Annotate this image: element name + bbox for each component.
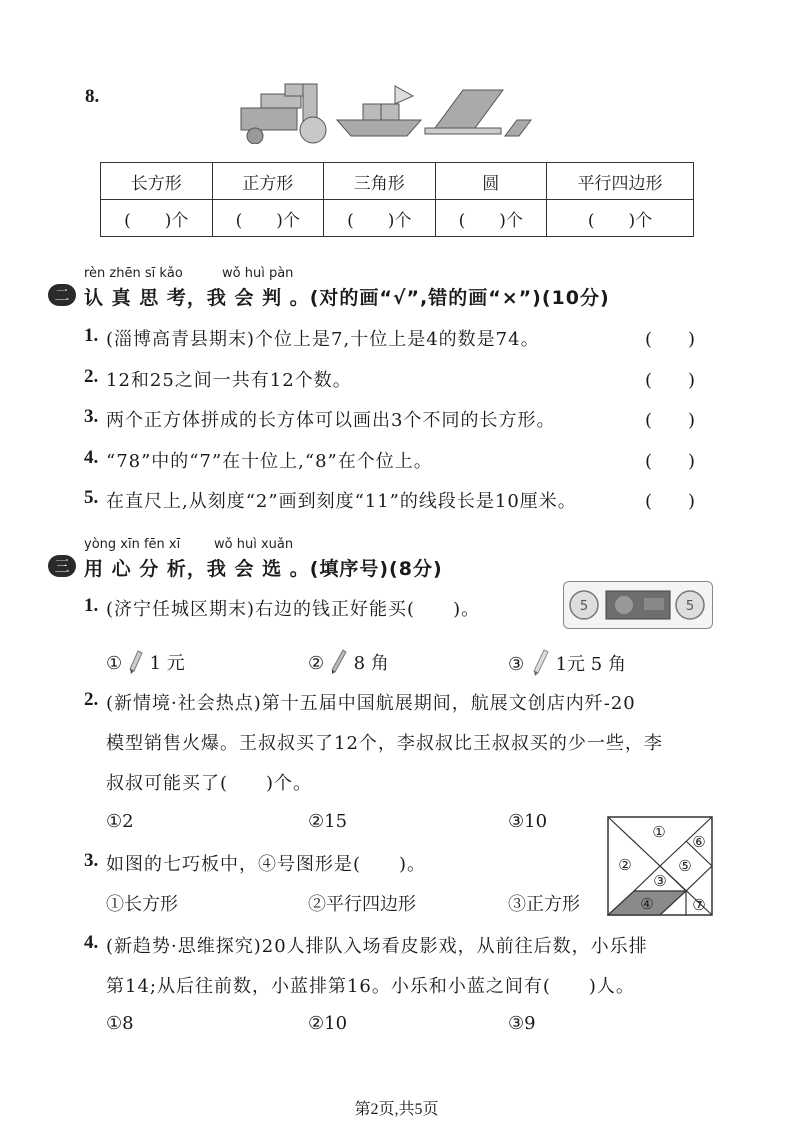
shapes-count-table bbox=[100, 162, 694, 237]
section2-badge: 二 bbox=[48, 284, 76, 306]
section3-badge: 三 bbox=[48, 555, 76, 577]
item-text: 在直尺上,从刻度“2”画到刻度“11”的线段长是10厘米。 bbox=[106, 491, 577, 512]
item-text: “78”中的“7”在十位上,“8”在个位上。 bbox=[106, 451, 433, 472]
section2-pinyin-1: rèn zhēn sī kǎo bbox=[84, 266, 183, 281]
table-header: 正方形 bbox=[212, 163, 324, 200]
page-footer: 第2页,共5页 bbox=[354, 1101, 439, 1118]
svg-text:⑦: ⑦ bbox=[692, 896, 706, 914]
option-3[interactable]: ③9 bbox=[508, 1013, 536, 1034]
question-text: 如图的七巧板中，④号图形是( )。 bbox=[106, 854, 427, 875]
item-number: 5. bbox=[84, 487, 99, 508]
answer-paren[interactable]: ( ) bbox=[645, 410, 696, 431]
option-marker: ③ bbox=[508, 654, 525, 675]
coins-and-note-icon bbox=[564, 582, 712, 628]
question-text: (新趋势·思维探究)20人排队入场看皮影戏，从前往后数，小乐排 bbox=[106, 936, 648, 957]
answer-paren[interactable]: ( ) bbox=[645, 329, 696, 350]
question-text: (新情境·社会热点)第十五届中国航展期间，航展文创店内歼-20 bbox=[106, 693, 636, 714]
item-number: 4. bbox=[84, 447, 99, 468]
section2-pinyin-2: wǒ huì pàn bbox=[222, 266, 294, 281]
question-number: 1. bbox=[84, 595, 99, 616]
svg-text:④: ④ bbox=[640, 895, 654, 913]
section3-pinyin-1: yòng xīn fēn xī bbox=[84, 537, 181, 552]
question-text: 第14;从后往前数，小蓝排第16。小乐和小蓝之间有( )人。 bbox=[106, 976, 635, 997]
question-text: (济宁任城区期末)右边的钱正好能买( )。 bbox=[106, 599, 481, 620]
option-3[interactable]: ③10 bbox=[508, 811, 548, 832]
option-2[interactable] bbox=[308, 649, 389, 675]
train-shape-icon bbox=[241, 84, 326, 144]
answer-cell[interactable]: ( )个 bbox=[547, 200, 694, 237]
svg-text:①: ① bbox=[652, 823, 666, 841]
option-1[interactable]: ①8 bbox=[106, 1013, 134, 1034]
option-3[interactable]: ③正方形 bbox=[508, 894, 580, 915]
option-marker: ① bbox=[106, 653, 123, 674]
section3-title: 用 心 分 析，我 会 选 。(填序号)(8分) bbox=[84, 558, 443, 580]
item-text: 12和25之间一共有12个数。 bbox=[106, 370, 352, 391]
table-header-row bbox=[101, 163, 694, 200]
table-header: 三角形 bbox=[324, 163, 436, 200]
option-text: 1 元 bbox=[149, 653, 185, 674]
question-number: 2. bbox=[84, 689, 99, 710]
boat-shape-icon bbox=[337, 86, 421, 136]
table-header: 圆 bbox=[435, 163, 547, 200]
answer-cell[interactable]: ( )个 bbox=[212, 200, 324, 237]
answer-cell[interactable]: ( )个 bbox=[324, 200, 436, 237]
item-number: 1. bbox=[84, 325, 99, 346]
svg-text:5: 5 bbox=[685, 599, 695, 614]
question-text: 模型销售火爆。王叔叔买了12个，李叔叔比王叔叔买的少一些，李 bbox=[106, 733, 663, 754]
option-text: 1元 5 角 bbox=[555, 654, 626, 675]
table-answer-row bbox=[101, 200, 694, 237]
shapes-illustration bbox=[235, 78, 535, 144]
money-image bbox=[563, 581, 713, 629]
answer-paren[interactable]: ( ) bbox=[645, 451, 696, 472]
item-text: 两个正方体拼成的长方体可以画出3个不同的长方形。 bbox=[106, 410, 556, 431]
item-number: 2. bbox=[84, 366, 99, 387]
option-3[interactable] bbox=[508, 649, 626, 677]
svg-text:②: ② bbox=[618, 856, 632, 874]
table-header: 长方形 bbox=[101, 163, 213, 200]
answer-cell[interactable]: ( )个 bbox=[101, 200, 213, 237]
answer-cell[interactable]: ( )个 bbox=[435, 200, 547, 237]
option-2[interactable]: ②平行四边形 bbox=[308, 894, 416, 915]
brush-icon bbox=[530, 649, 550, 677]
question-8-number: 8. bbox=[85, 86, 100, 107]
svg-text:③: ③ bbox=[653, 872, 667, 890]
question-number: 3. bbox=[84, 850, 99, 871]
parallelogram-shape-icon bbox=[425, 90, 531, 136]
answer-paren[interactable]: ( ) bbox=[645, 491, 696, 512]
option-1[interactable] bbox=[106, 649, 185, 675]
option-marker: ② bbox=[308, 653, 325, 674]
item-text: (淄博高青县期末)个位上是7,十位上是4的数是74。 bbox=[106, 329, 540, 350]
svg-text:⑥: ⑥ bbox=[692, 833, 706, 851]
answer-paren[interactable]: ( ) bbox=[645, 370, 696, 391]
option-text: 8 角 bbox=[353, 653, 389, 674]
pen-icon bbox=[330, 649, 348, 675]
section3-pinyin-2: wǒ huì xuǎn bbox=[214, 537, 294, 552]
item-number: 3. bbox=[84, 406, 99, 427]
question-text: 叔叔可能买了( )个。 bbox=[106, 773, 313, 794]
option-2[interactable]: ②10 bbox=[308, 1013, 348, 1034]
svg-text:⑤: ⑤ bbox=[678, 857, 692, 875]
pencil-icon bbox=[128, 649, 144, 675]
section2-title: 认 真 思 考，我 会 判 。(对的画“√”,错的画“×”)(10分) bbox=[84, 287, 610, 309]
option-2[interactable]: ②15 bbox=[308, 811, 348, 832]
svg-text:5: 5 bbox=[579, 599, 589, 614]
option-1[interactable]: ①长方形 bbox=[106, 894, 178, 915]
tangram-figure bbox=[607, 816, 713, 916]
question-number: 4. bbox=[84, 932, 99, 953]
table-header: 平行四边形 bbox=[547, 163, 694, 200]
option-1[interactable]: ①2 bbox=[106, 811, 134, 832]
